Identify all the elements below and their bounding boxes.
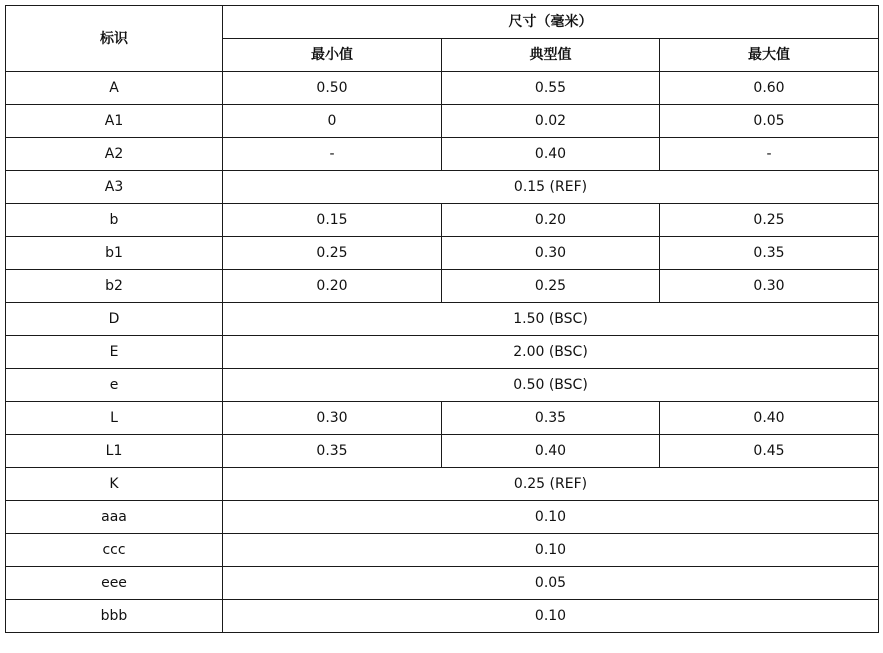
table-header <box>6 6 879 72</box>
merged-value-cell: 0.05 <box>223 567 879 600</box>
header-min: 最小值 <box>223 39 442 72</box>
table-row <box>6 501 879 534</box>
cell-min: 0.30 <box>223 402 442 435</box>
table-row <box>6 402 879 435</box>
header-typ: 典型值 <box>442 39 660 72</box>
table-row <box>6 435 879 468</box>
row-label: A1 <box>6 105 223 138</box>
cell-max: 0.05 <box>660 105 879 138</box>
table-row <box>6 600 879 633</box>
row-label: b1 <box>6 237 223 270</box>
header-max: 最大值 <box>660 39 879 72</box>
header-row-1 <box>6 6 879 39</box>
row-label: A <box>6 72 223 105</box>
cell-min: - <box>223 138 442 171</box>
cell-max: 0.45 <box>660 435 879 468</box>
cell-min: 0.25 <box>223 237 442 270</box>
row-label: K <box>6 468 223 501</box>
merged-value-cell: 1.50 (BSC) <box>223 303 879 336</box>
table-row <box>6 567 879 600</box>
table-body <box>6 72 879 633</box>
table-row <box>6 303 879 336</box>
row-label: b <box>6 204 223 237</box>
row-label: b2 <box>6 270 223 303</box>
cell-typ: 0.30 <box>442 237 660 270</box>
row-label: e <box>6 369 223 402</box>
cell-min: 0.50 <box>223 72 442 105</box>
merged-value-cell: 0.10 <box>223 534 879 567</box>
row-label: ccc <box>6 534 223 567</box>
cell-typ: 0.55 <box>442 72 660 105</box>
cell-max: 0.60 <box>660 72 879 105</box>
merged-value-cell: 0.25 (REF) <box>223 468 879 501</box>
merged-value-cell: 0.10 <box>223 501 879 534</box>
table-row <box>6 336 879 369</box>
cell-typ: 0.20 <box>442 204 660 237</box>
merged-value-cell: 0.15 (REF) <box>223 171 879 204</box>
header-label: 标识 <box>6 6 223 72</box>
row-label: E <box>6 336 223 369</box>
table-row <box>6 72 879 105</box>
cell-max: 0.30 <box>660 270 879 303</box>
cell-typ: 0.02 <box>442 105 660 138</box>
cell-max: - <box>660 138 879 171</box>
table-row <box>6 369 879 402</box>
dimension-table <box>5 5 879 633</box>
cell-min: 0 <box>223 105 442 138</box>
table-row <box>6 237 879 270</box>
merged-value-cell: 2.00 (BSC) <box>223 336 879 369</box>
row-label: L1 <box>6 435 223 468</box>
table-row <box>6 468 879 501</box>
row-label: A2 <box>6 138 223 171</box>
cell-min: 0.20 <box>223 270 442 303</box>
table-row <box>6 138 879 171</box>
merged-value-cell: 0.50 (BSC) <box>223 369 879 402</box>
cell-typ: 0.40 <box>442 138 660 171</box>
table-row <box>6 171 879 204</box>
cell-max: 0.25 <box>660 204 879 237</box>
row-label: L <box>6 402 223 435</box>
table-row <box>6 270 879 303</box>
merged-value-cell: 0.10 <box>223 600 879 633</box>
header-group-dimensions: 尺寸（毫米） <box>223 6 879 39</box>
table-row <box>6 204 879 237</box>
cell-min: 0.15 <box>223 204 442 237</box>
table-row <box>6 105 879 138</box>
table-row <box>6 534 879 567</box>
row-label: aaa <box>6 501 223 534</box>
cell-max: 0.35 <box>660 237 879 270</box>
row-label: D <box>6 303 223 336</box>
cell-max: 0.40 <box>660 402 879 435</box>
row-label: bbb <box>6 600 223 633</box>
cell-min: 0.35 <box>223 435 442 468</box>
row-label: eee <box>6 567 223 600</box>
cell-typ: 0.25 <box>442 270 660 303</box>
cell-typ: 0.35 <box>442 402 660 435</box>
cell-typ: 0.40 <box>442 435 660 468</box>
row-label: A3 <box>6 171 223 204</box>
